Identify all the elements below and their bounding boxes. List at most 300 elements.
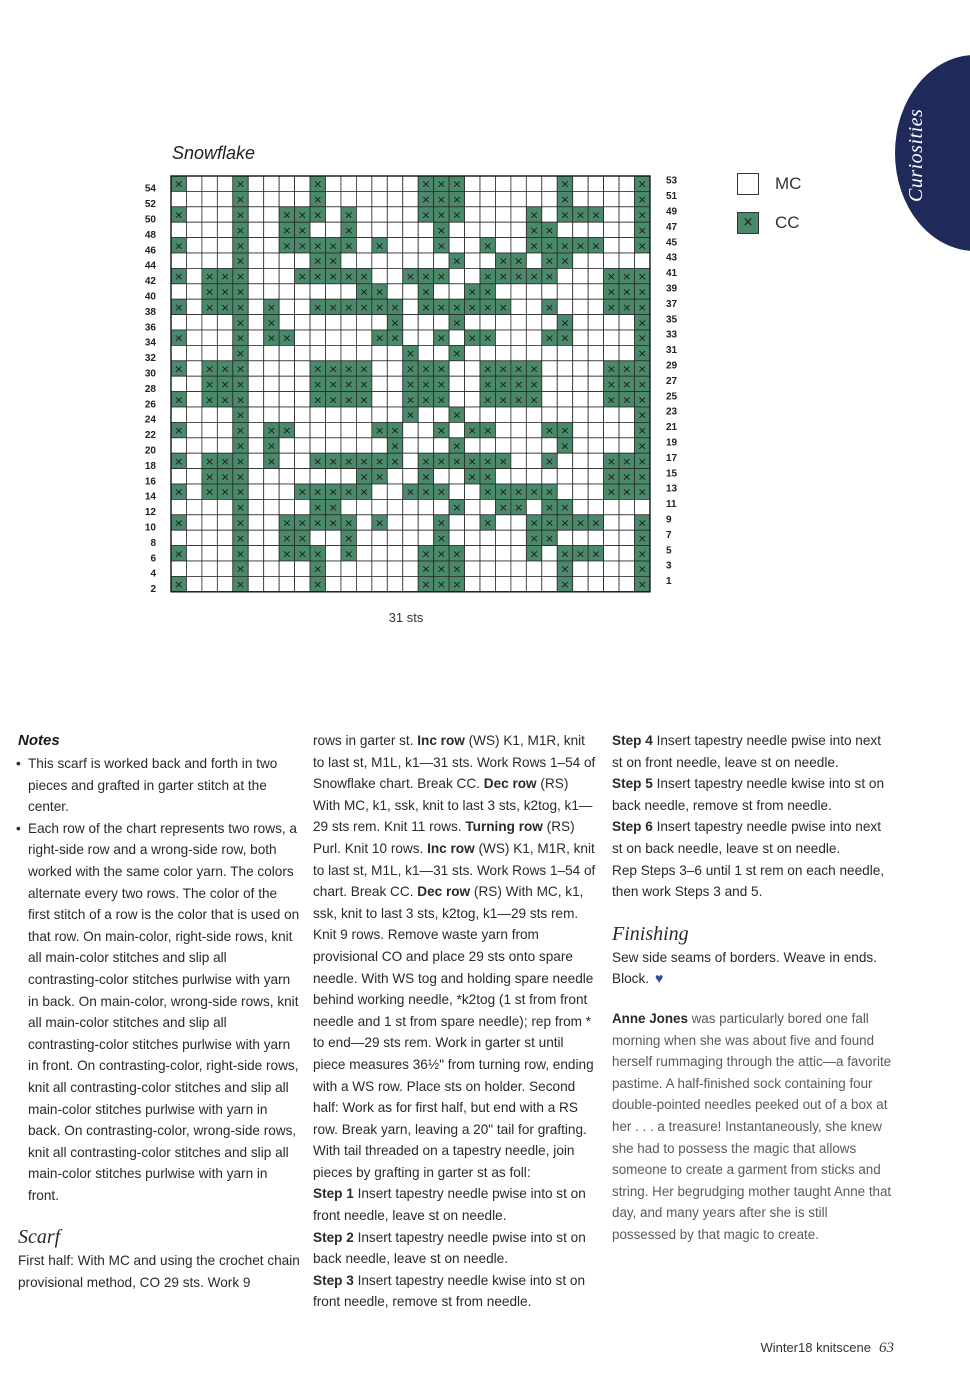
chart-cell-symbol: × <box>313 393 323 407</box>
chart-cell-mc <box>372 561 387 576</box>
chart-cell-symbol: × <box>390 454 400 468</box>
chart-cell-symbol: × <box>313 485 323 499</box>
chart-cell-mc <box>573 392 588 407</box>
chart-cell-mc <box>279 345 294 360</box>
chart-cell-symbol: × <box>359 285 369 299</box>
chart-cell-symbol: × <box>514 362 524 376</box>
chart-cell-mc <box>295 345 310 360</box>
chart-cell-mc <box>619 561 634 576</box>
chart-cell-mc <box>465 253 480 268</box>
chart-cell-mc <box>326 315 341 330</box>
chart-cell-symbol: × <box>405 393 416 407</box>
chart-cell-symbol: × <box>220 362 230 376</box>
page-footer <box>760 1340 894 1357</box>
chart-cell-symbol: × <box>622 485 632 499</box>
chart-cell-mc <box>495 345 510 360</box>
chart-cell-symbol: × <box>220 485 230 499</box>
chart-cell-symbol: × <box>282 223 292 237</box>
chart-cell-mc <box>310 422 325 437</box>
chart-cell-mc <box>449 238 464 253</box>
chart-cell-mc <box>604 438 619 453</box>
chart-cell-mc <box>186 238 201 253</box>
chart-cell-symbol: × <box>297 547 307 561</box>
chart-row-number-left: 6 <box>150 553 156 565</box>
chart-cell-mc <box>372 392 387 407</box>
chart-cell-symbol: × <box>313 562 323 576</box>
chart-cell-mc <box>480 530 495 545</box>
chart-cell-symbol: × <box>606 285 616 299</box>
chart-cell-mc <box>434 284 449 299</box>
chart-cell-mc <box>495 238 510 253</box>
chart-cell-symbol: × <box>498 377 508 391</box>
legend-cc-label: CC <box>775 213 800 232</box>
chart-cell-symbol: × <box>436 424 446 438</box>
chart-cell-symbol: × <box>467 285 477 299</box>
chart-cell-mc <box>403 207 418 222</box>
chart-cell-mc <box>295 284 310 299</box>
chart-cell-mc <box>588 484 603 499</box>
chart-cell-symbol: × <box>235 516 246 530</box>
chart-row-number-left: 22 <box>144 430 156 442</box>
chart-cell-symbol: × <box>498 485 508 499</box>
chart-cell-symbol: × <box>637 239 647 253</box>
chart-cell-symbol: × <box>313 270 323 284</box>
chart-cell-mc <box>403 222 418 237</box>
chart-cell-symbol: × <box>313 377 323 391</box>
chart-cell-mc <box>588 576 603 591</box>
chart-cell-mc <box>403 453 418 468</box>
chart-cell-symbol: × <box>220 300 230 314</box>
chart-cell-mc <box>434 469 449 484</box>
chart-cell-mc <box>619 576 634 591</box>
chart-cell-mc <box>604 546 619 561</box>
chart-cell-symbol: × <box>467 470 477 484</box>
chart-cell-symbol: × <box>205 362 215 376</box>
chart-cell-symbol: × <box>313 547 323 561</box>
chart-cell-mc <box>295 315 310 330</box>
chart-cell-mc <box>372 576 387 591</box>
chart-cell-mc <box>557 453 572 468</box>
chart-row-number-right: 35 <box>665 314 678 326</box>
inc-row-label-2: Inc row <box>427 840 475 856</box>
chart-cell-symbol: × <box>235 285 246 299</box>
chart-cell-mc <box>418 530 433 545</box>
chart-cell-symbol: × <box>498 300 508 314</box>
chart-cell-mc <box>557 392 572 407</box>
chart-cell-mc <box>449 284 464 299</box>
chart-cell-mc <box>264 469 279 484</box>
chart-cell-mc <box>465 407 480 422</box>
chart-cell-mc <box>465 530 480 545</box>
chart-cell-mc <box>635 253 650 268</box>
dec-row-label-2: Dec row <box>417 884 471 900</box>
chart-cell-mc <box>326 191 341 206</box>
notes-bullet-1: • This scarf is worked back and forth in two pieces and grafted in garter stitch at the center. <box>18 753 300 818</box>
chart-cell-symbol: × <box>390 316 400 330</box>
chart-cell-mc <box>248 530 263 545</box>
chart-cell-mc <box>248 499 263 514</box>
chart-cell-symbol: × <box>235 270 246 284</box>
chart-cell-symbol: × <box>328 377 338 391</box>
chart-cell-symbol: × <box>483 377 493 391</box>
chart-cell-symbol: × <box>544 516 555 530</box>
chart-cell-symbol: × <box>266 316 277 330</box>
chart-cell-symbol: × <box>483 285 493 299</box>
chart-cell-mc <box>542 392 557 407</box>
chart-cell-symbol: × <box>622 377 632 391</box>
column-1 <box>18 730 300 1294</box>
chart-cell-mc <box>186 268 201 283</box>
chart-cell-symbol: × <box>637 285 647 299</box>
chart-cell-symbol: × <box>235 408 246 422</box>
chart-cell-symbol: × <box>529 393 539 407</box>
chart-cell-symbol: × <box>637 531 647 545</box>
notes-bullet-2: • Each row of the chart represents two rows, a right-side row and a wrong-side row, both worked with the same color yarn. The colors alternate every two rows. The color of the first stitch of a row is the color that is used on that row. On main-color, right-side rows, knit all main-color stitches and slip all contrasting-color stitches purlwise with yarn in back. On main-color, wrong-side rows, knit all main-color stitches and slip all contrasting-color stitches purlwise with yarn in front. On contrasting-color, right-side rows, knit all contrasting-color stitches and slip all main-color stitches purlwise with yarn in back. On contrasting-color, wrong-side rows, knit all contrasting-color stitches and slip all main-color stitches purlwise with yarn in front. <box>18 818 300 1207</box>
chart-cell-mc <box>248 469 263 484</box>
chart-cell-mc <box>217 546 232 561</box>
chart-cell-symbol: × <box>483 454 493 468</box>
chart-row-number-right: 47 <box>665 221 678 233</box>
chart-cell-mc <box>202 330 217 345</box>
chart-cell-symbol: × <box>544 331 555 345</box>
chart-cell-mc <box>356 176 371 191</box>
chart-cell-symbol: × <box>297 270 307 284</box>
chart-cell-mc <box>387 207 402 222</box>
chart-cell-mc <box>526 499 541 514</box>
chart-cell-symbol: × <box>436 208 446 222</box>
chart-cell-mc <box>619 222 634 237</box>
chart-cell-mc <box>372 345 387 360</box>
chart-cell-mc <box>217 176 232 191</box>
chart-cell-symbol: × <box>483 470 493 484</box>
chart-cell-mc <box>279 392 294 407</box>
chart-cell-mc <box>310 438 325 453</box>
chart-cell-symbol: × <box>560 193 570 207</box>
chart-cell-mc <box>171 191 186 206</box>
chart-cell-mc <box>619 407 634 422</box>
chart-cell-symbol: × <box>560 316 570 330</box>
chart-cell-mc <box>403 176 418 191</box>
author-name: Anne Jones <box>612 1010 688 1026</box>
chart-cell-symbol: × <box>282 547 292 561</box>
legend-mc-label: MC <box>775 174 802 193</box>
chart-cell-mc <box>264 253 279 268</box>
chart-cell-symbol: × <box>591 516 601 530</box>
chart-cell-mc <box>480 546 495 561</box>
chart-row-number-left: 40 <box>144 291 156 303</box>
chart-cell-mc <box>573 576 588 591</box>
chart-cell-mc <box>526 299 541 314</box>
chart-cell-symbol: × <box>622 454 632 468</box>
chart-cell-mc <box>217 191 232 206</box>
chart-cell-mc <box>186 345 201 360</box>
chart-row-number-right: 33 <box>665 329 678 341</box>
chart-cell-mc <box>186 392 201 407</box>
chart-cell-mc <box>511 453 526 468</box>
chart-cell-mc <box>171 469 186 484</box>
chart-cell-symbol: × <box>591 547 601 561</box>
chart-row-number-left: 30 <box>144 368 156 380</box>
chart-cell-mc <box>434 407 449 422</box>
chart-cell-mc <box>217 222 232 237</box>
chart-cell-symbol: × <box>405 485 416 499</box>
chart-cell-symbol: × <box>266 300 277 314</box>
chart-cell-symbol: × <box>575 547 586 561</box>
chart-cell-mc <box>480 345 495 360</box>
chart-cell-mc <box>186 546 201 561</box>
chart-cell-mc <box>372 407 387 422</box>
chart-cell-symbol: × <box>359 300 369 314</box>
grafting-step-5: Step 5 Insert tapestry needle kwise into st on back needle, remove st from needle. <box>612 776 885 813</box>
chart-cell-mc <box>279 576 294 591</box>
chart-cell-mc <box>171 222 186 237</box>
chart-cell-symbol: × <box>637 439 647 453</box>
chart-cell-symbol: × <box>235 531 246 545</box>
chart-cell-mc <box>588 361 603 376</box>
chart-cell-mc <box>557 484 572 499</box>
chart-cell-symbol: × <box>637 362 647 376</box>
chart-cell-mc <box>465 561 480 576</box>
snowflake-chart <box>0 0 970 640</box>
chart-cell-mc <box>248 238 263 253</box>
chart-cell-symbol: × <box>344 547 354 561</box>
chart-cell-symbol: × <box>282 516 292 530</box>
chart-cell-mc <box>542 361 557 376</box>
chart-cell-mc <box>326 176 341 191</box>
chart-cell-symbol: × <box>436 300 446 314</box>
chart-cell-symbol: × <box>637 454 647 468</box>
chart-cell-symbol: × <box>328 254 338 268</box>
chart-cell-symbol: × <box>637 516 647 530</box>
chart-cell-symbol: × <box>328 501 338 515</box>
chart-cell-mc <box>279 499 294 514</box>
chart-cell-mc <box>279 438 294 453</box>
chart-cell-symbol: × <box>452 316 462 330</box>
chart-row-number-left: 54 <box>144 183 156 195</box>
chart-cell-mc <box>495 546 510 561</box>
chart-row-number-left: 18 <box>144 460 156 472</box>
chart-cell-mc <box>372 361 387 376</box>
chart-cell-symbol: × <box>174 331 184 345</box>
dec-row-label-1: Dec row <box>483 776 537 792</box>
chart-cell-mc <box>217 315 232 330</box>
chart-cell-mc <box>356 515 371 530</box>
chart-cell-symbol: × <box>235 578 246 592</box>
chart-cell-symbol: × <box>498 270 508 284</box>
chart-cell-symbol: × <box>606 485 616 499</box>
chart-cell-symbol: × <box>374 285 385 299</box>
chart-cell-symbol: × <box>452 408 462 422</box>
chart-cell-symbol: × <box>174 393 184 407</box>
chart-cell-mc <box>217 422 232 437</box>
chart-cell-mc <box>341 191 356 206</box>
chart-row-number-left: 8 <box>150 537 156 549</box>
chart-row-number-right: 27 <box>665 375 678 387</box>
chart-cell-mc <box>449 361 464 376</box>
chart-cell-mc <box>588 222 603 237</box>
chart-cell-symbol: × <box>266 331 277 345</box>
chart-cell-symbol: × <box>313 239 323 253</box>
chart-cell-mc <box>511 345 526 360</box>
chart-cell-symbol: × <box>622 362 632 376</box>
chart-cell-mc <box>449 268 464 283</box>
chart-cell-mc <box>418 515 433 530</box>
chart-cell-symbol: × <box>328 300 338 314</box>
scarf-heading: Scarf <box>18 1226 61 1249</box>
chart-cell-mc <box>326 422 341 437</box>
chart-cell-mc <box>495 561 510 576</box>
chart-cell-symbol: × <box>205 454 215 468</box>
chart-cell-mc <box>217 345 232 360</box>
chart-cell-mc <box>326 438 341 453</box>
chart-cell-mc <box>279 407 294 422</box>
chart-cell-mc <box>465 546 480 561</box>
chart-cell-mc <box>495 515 510 530</box>
chart-cell-mc <box>619 515 634 530</box>
chart-cell-mc <box>465 176 480 191</box>
grafting-step-3: Step 3 Insert tapestry needle kwise into st on front needle, remove st from needle. <box>313 1272 586 1310</box>
chart-cell-symbol: × <box>436 547 446 561</box>
chart-cell-mc <box>604 530 619 545</box>
chart-cell-mc <box>557 222 572 237</box>
chart-cell-mc <box>372 176 387 191</box>
chart-cell-symbol: × <box>637 578 647 592</box>
chart-cell-mc <box>573 376 588 391</box>
chart-cell-symbol: × <box>483 485 493 499</box>
chart-cell-symbol: × <box>266 439 277 453</box>
chart-cell-mc <box>511 284 526 299</box>
chart-cell-mc <box>604 561 619 576</box>
chart-cell-symbol: × <box>622 393 632 407</box>
chart-cell-symbol: × <box>483 362 493 376</box>
chart-cell-mc <box>465 484 480 499</box>
chart-cell-symbol: × <box>560 547 570 561</box>
chart-cell-mc <box>372 530 387 545</box>
chart-cell-mc <box>387 268 402 283</box>
chart-cell-mc <box>526 407 541 422</box>
chart-cell-mc <box>264 530 279 545</box>
legend-mc <box>737 173 801 195</box>
chart-cell-mc <box>264 407 279 422</box>
chart-cell-mc <box>604 407 619 422</box>
chart-cell-symbol: × <box>235 424 246 438</box>
chart-cell-mc <box>186 330 201 345</box>
chart-cell-mc <box>604 515 619 530</box>
chart-cell-mc <box>403 253 418 268</box>
chart-cell-mc <box>542 207 557 222</box>
chart-cell-mc <box>372 315 387 330</box>
chart-cell-symbol: × <box>544 531 555 545</box>
chart-cell-mc <box>372 546 387 561</box>
chart-cell-mc <box>248 484 263 499</box>
chart-cell-symbol: × <box>606 362 616 376</box>
scarf-paragraph-1: First half: With MC and using the crochet chain provisional method, CO 29 sts. Work 9 <box>18 1253 300 1291</box>
chart-cell-mc <box>495 530 510 545</box>
chart-cell-symbol: × <box>544 239 555 253</box>
chart-cell-mc <box>279 191 294 206</box>
chart-cell-mc <box>403 546 418 561</box>
chart-cell-symbol: × <box>452 562 462 576</box>
chart-cell-symbol: × <box>637 223 647 237</box>
chart-cell-mc <box>449 530 464 545</box>
chart-cell-symbol: × <box>591 239 601 253</box>
chart-cell-symbol: × <box>637 547 647 561</box>
chart-cell-mc <box>542 284 557 299</box>
chart-cell-mc <box>418 499 433 514</box>
chart-cell-symbol: × <box>374 239 385 253</box>
chart-cell-mc <box>356 191 371 206</box>
chart-cell-mc <box>588 407 603 422</box>
chart-cell-mc <box>449 222 464 237</box>
chart-cell-mc <box>449 422 464 437</box>
chart-cell-symbol: × <box>591 208 601 222</box>
chart-cell-mc <box>480 499 495 514</box>
chart-cell-symbol: × <box>452 300 462 314</box>
chart-cell-mc <box>619 330 634 345</box>
chart-cell-mc <box>588 253 603 268</box>
chart-cell-symbol: × <box>637 562 647 576</box>
chart-cell-symbol: × <box>220 454 230 468</box>
chart-cell-symbol: × <box>359 362 369 376</box>
chart-cell-symbol: × <box>637 177 647 191</box>
chart-cell-mc <box>542 345 557 360</box>
chart-cell-mc <box>171 253 186 268</box>
chart-cell-mc <box>248 268 263 283</box>
chart-cell-mc <box>341 469 356 484</box>
chart-cell-symbol: × <box>560 562 570 576</box>
chart-cell-symbol: × <box>436 362 446 376</box>
chart-cell-mc <box>418 315 433 330</box>
chart-cell-symbol: × <box>421 270 431 284</box>
chart-cell-symbol: × <box>205 377 215 391</box>
legend-cc <box>737 212 800 234</box>
chart-cell-mc <box>403 438 418 453</box>
chart-cell-symbol: × <box>313 501 323 515</box>
chart-cell-mc <box>326 407 341 422</box>
chart-cell-mc <box>248 453 263 468</box>
chart-cell-mc <box>372 191 387 206</box>
chart-cell-mc <box>495 222 510 237</box>
chart-cell-mc <box>604 422 619 437</box>
chart-cell-symbol: × <box>235 362 246 376</box>
chart-cell-symbol: × <box>452 439 462 453</box>
chart-cell-mc <box>356 422 371 437</box>
chart-cell-symbol: × <box>436 578 446 592</box>
chart-cell-symbol: × <box>282 531 292 545</box>
grafting-step-4: Step 4 Insert tapestry needle pwise into next st on front needle, leave st on needle. <box>612 733 881 770</box>
chart-cell-mc <box>573 191 588 206</box>
notes-heading: Notes <box>18 732 60 749</box>
chart-cell-mc <box>310 345 325 360</box>
chart-cell-mc <box>573 484 588 499</box>
chart-cell-mc <box>279 315 294 330</box>
chart-cell-mc <box>526 253 541 268</box>
chart-cell-mc <box>387 392 402 407</box>
chart-cell-mc <box>588 499 603 514</box>
chart-cell-mc <box>295 407 310 422</box>
chart-cell-mc <box>186 561 201 576</box>
chart-cell-mc <box>480 407 495 422</box>
chart-cell-mc <box>202 191 217 206</box>
chart-cell-symbol: × <box>560 424 570 438</box>
chart-cell-symbol: × <box>529 531 539 545</box>
chart-cell-mc <box>449 376 464 391</box>
chart-cell-mc <box>465 376 480 391</box>
chart-cell-symbol: × <box>436 331 446 345</box>
chart-cell-mc <box>635 499 650 514</box>
chart-cell-mc <box>372 376 387 391</box>
chart-row-number-right: 45 <box>665 237 678 249</box>
